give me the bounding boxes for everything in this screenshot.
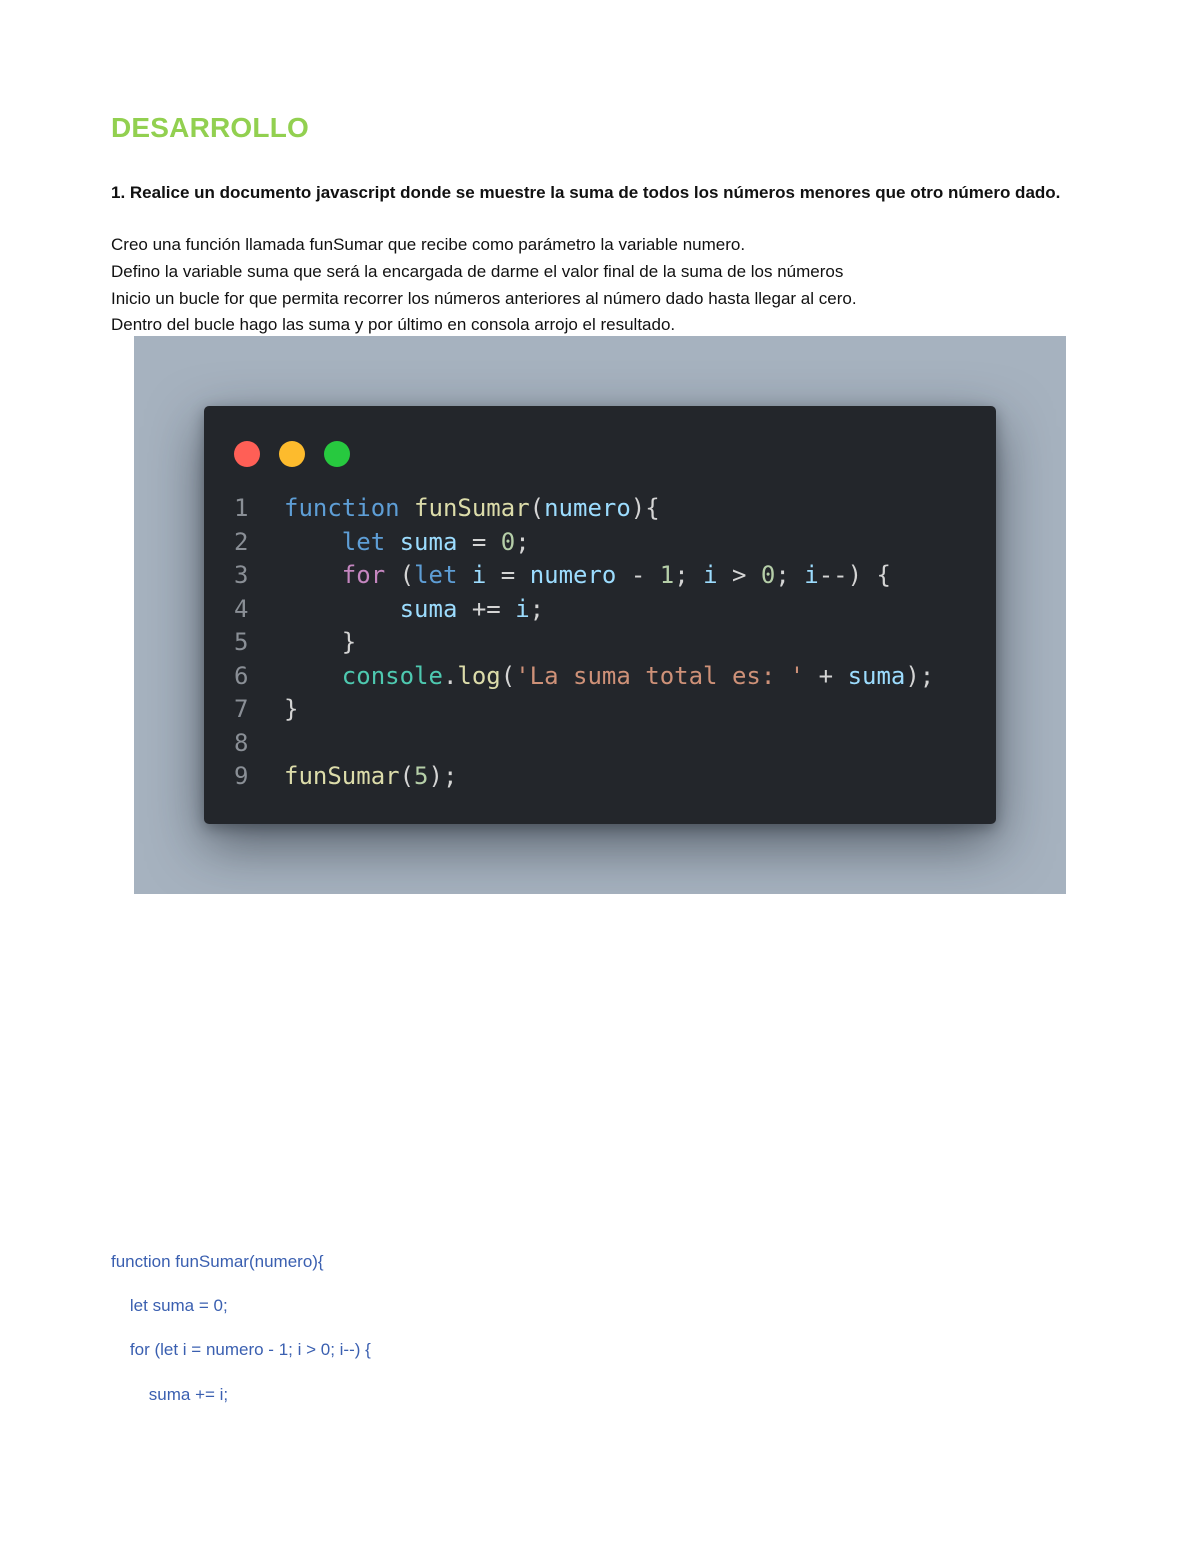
code-token: i <box>471 561 487 589</box>
code-token: - <box>616 561 660 589</box>
code-token: 'La suma total es: ' <box>515 661 805 690</box>
code-token: ){ <box>630 494 660 522</box>
code-token: ); <box>905 661 935 690</box>
paragraph-3: Inicio un bucle for que permita recorrer los números anteriores al número dado hasta llegar al cero. <box>111 289 857 308</box>
code-token: suma <box>399 527 458 556</box>
code-token: ; <box>515 527 530 556</box>
paragraph-1: Creo una función llamada funSumar que recibe como parámetro la variable numero. <box>111 235 746 254</box>
code-token: > <box>717 561 761 589</box>
code-token <box>284 628 342 656</box>
code-token <box>385 528 399 556</box>
code-line <box>234 760 934 794</box>
red-dot-icon <box>234 441 260 467</box>
green-dot-icon <box>324 441 350 467</box>
code-line <box>234 526 934 560</box>
plain-code-line: for (let i = numero - 1; i > 0; i--) { <box>111 1340 371 1359</box>
code-line <box>234 559 934 593</box>
plain-code-line: let suma = 0; <box>111 1296 228 1315</box>
code-window <box>204 406 996 824</box>
code-token: = <box>486 561 530 589</box>
code-token: 0 <box>760 561 776 589</box>
code-token: ) { <box>847 561 891 589</box>
code-token: function <box>284 494 400 522</box>
code-line <box>234 492 934 526</box>
line-number: 2 <box>234 527 249 556</box>
code-token: ; <box>674 561 704 589</box>
code-token: } <box>341 628 357 656</box>
code-token: ; <box>529 594 545 623</box>
code-token: i <box>515 594 530 623</box>
code-token: ); <box>428 762 458 790</box>
code-token: for <box>341 561 386 589</box>
plain-code-line: suma += i; <box>111 1385 229 1404</box>
code-token: ( <box>399 762 415 790</box>
code-token: numero <box>529 561 617 589</box>
code-token: let <box>341 527 386 556</box>
code-token: i <box>703 561 718 589</box>
line-number: 5 <box>234 628 249 656</box>
code-token: 0 <box>500 527 516 556</box>
code-token: numero <box>544 494 631 522</box>
code-token <box>457 561 471 589</box>
code-token: log <box>457 661 501 690</box>
code-token <box>284 662 342 690</box>
code-token: 5 <box>414 762 429 790</box>
plain-code-line: function funSumar(numero){ <box>111 1252 324 1271</box>
code-block <box>234 492 934 794</box>
line-number: 7 <box>234 695 249 723</box>
code-token: + <box>804 661 848 690</box>
code-token: suma <box>399 594 458 623</box>
code-token: ; <box>775 561 805 589</box>
code-token: = <box>457 527 501 556</box>
paragraph-2: Defino la variable suma que será la encargada de darme el valor final de la suma de los números <box>111 262 844 281</box>
line-number: 4 <box>234 594 249 623</box>
code-line <box>234 593 934 627</box>
paragraph-4: Dentro del bucle hago las suma y por último en consola arrojo el resultado. <box>111 315 676 334</box>
section-heading: DESARROLLO <box>111 112 309 143</box>
line-number: 1 <box>234 494 249 522</box>
code-line <box>234 660 934 694</box>
code-screenshot <box>134 336 1066 894</box>
code-token: . <box>442 661 458 690</box>
line-number: 3 <box>234 561 249 589</box>
code-token <box>284 528 342 556</box>
code-token: ( <box>500 661 516 690</box>
code-token: funSumar <box>414 494 530 522</box>
line-number: 6 <box>234 661 249 690</box>
code-token: suma <box>847 661 906 690</box>
code-token: console <box>341 661 443 690</box>
line-number: 8 <box>234 728 249 757</box>
code-token: let <box>414 561 458 589</box>
yellow-dot-icon <box>279 441 305 467</box>
line-number: 9 <box>234 762 249 790</box>
code-token: funSumar <box>284 762 400 790</box>
code-token <box>400 494 414 522</box>
code-line <box>234 693 934 727</box>
code-token: ( <box>385 561 415 589</box>
code-token: += <box>457 594 516 623</box>
code-token: i <box>804 561 819 589</box>
code-token: 1 <box>659 561 675 589</box>
code-token <box>284 595 400 623</box>
code-line <box>234 626 934 660</box>
code-token: ( <box>529 494 545 522</box>
code-token <box>284 561 342 589</box>
exercise-question: 1. Realice un documento javascript donde se muestre la suma de todos los números menores que otro número dado. <box>111 183 1061 202</box>
code-token: } <box>284 695 299 723</box>
code-token: -- <box>818 561 848 589</box>
code-line <box>234 727 934 761</box>
